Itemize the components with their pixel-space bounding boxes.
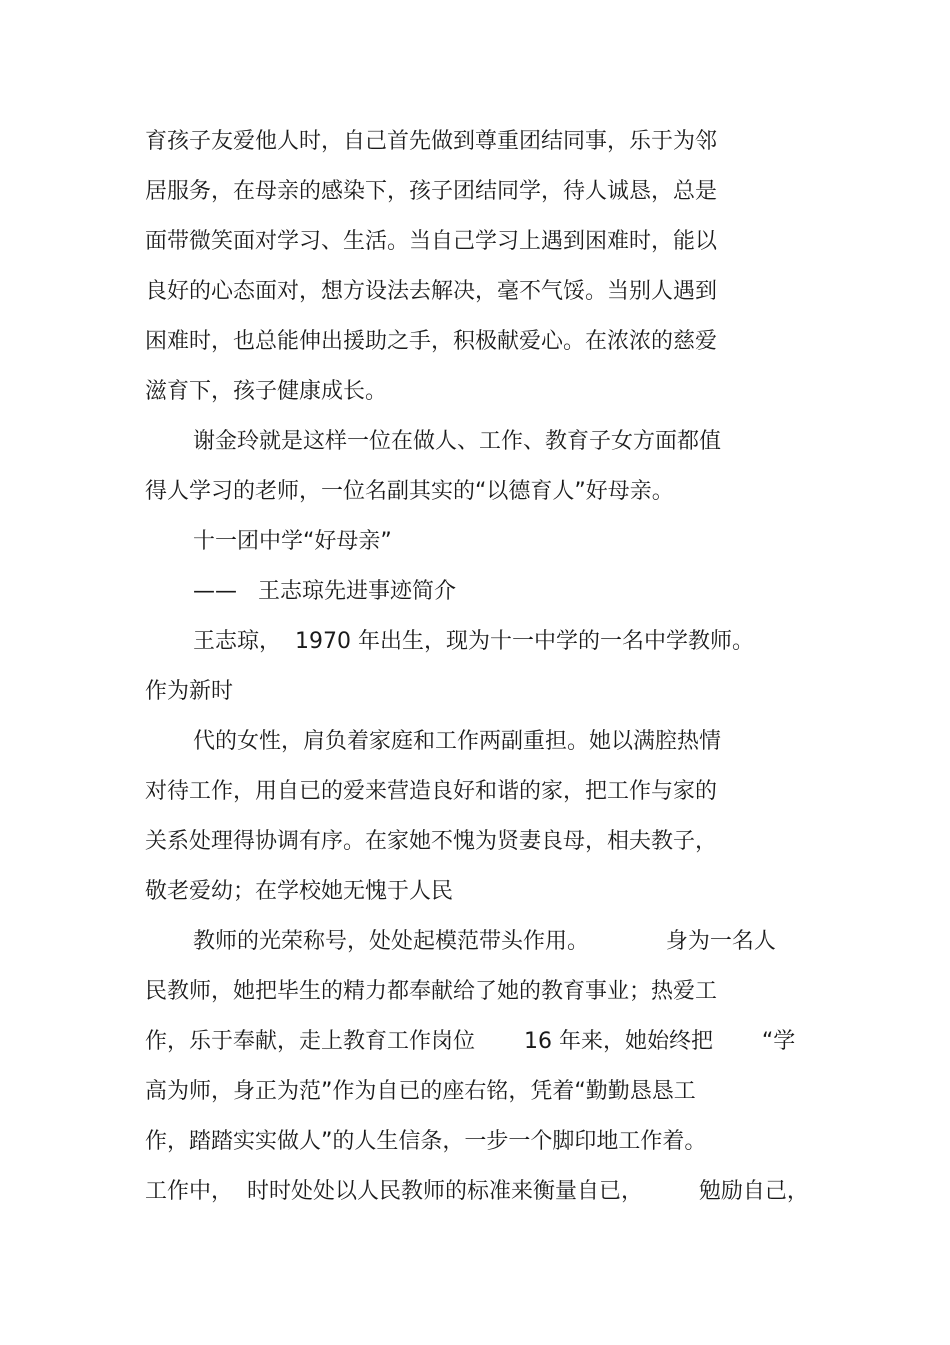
text-line: 育孩子友爱他人时，自己首先做到尊重团结同事，乐于为邻 [145, 129, 718, 154]
text-line: 教师的光荣称号，处处起模范带头作用。 身为一名人 [193, 929, 776, 954]
text-line: 作，乐于奉献，走上教育工作岗位 16 年来，她始终把 “学 [145, 1029, 796, 1054]
text-line: 关系处理得协调有序。在家她不愧为贤妻良母，相夫教子， [145, 829, 718, 854]
text-line: 高为师，身正为范”作为自已的座右铭，凭着“勤勤恳恳工 [145, 1079, 696, 1104]
section-title: 十一团中学“好母亲” [193, 529, 392, 554]
text-line: 困难时，也总能伸出援助之手，积极献爱心。在浓浓的慈爱 [145, 329, 718, 354]
text-line: 作为新时 [145, 679, 234, 704]
text-line: 作，踏踏实实做人”的人生信条，一步一个脚印地工作着。 [145, 1129, 707, 1154]
text-line: 对待工作，用自已的爱来营造良好和谐的家，把工作与家的 [145, 779, 718, 804]
text-line: 工作中， 时时处处以人民教师的标准来衡量自已， 勉励自己， [145, 1179, 809, 1204]
text-line: 得人学习的老师，一位名副其实的“以德育人”好母亲。 [145, 479, 674, 504]
text-line: 民教师，她把毕生的精力都奉献给了她的教育事业；热爱工 [145, 979, 718, 1004]
text-line: 谢金玲就是这样一位在做人、工作、教育子女方面都值 [193, 429, 722, 454]
text-line: 敬老爱幼；在学校她无愧于人民 [145, 879, 454, 904]
text-line: 滋育下，孩子健康成长。 [145, 379, 388, 404]
section-subtitle: —— 王志琼先进事迹简介 [193, 579, 456, 604]
text-line: 居服务，在母亲的感染下，孩子团结同学，待人诚恳，总是 [145, 179, 718, 204]
text-line: 王志琼， 1970 年出生，现为十一中学的一名中学教师。 [193, 629, 754, 654]
text-line: 良好的心态面对，想方设法去解决，毫不气馁。当别人遇到 [145, 279, 718, 304]
text-line: 面带微笑面对学习、生活。当自己学习上遇到困难时，能以 [145, 229, 718, 254]
text-line: 代的女性，肩负着家庭和工作两副重担。她以满腔热情 [193, 729, 722, 754]
